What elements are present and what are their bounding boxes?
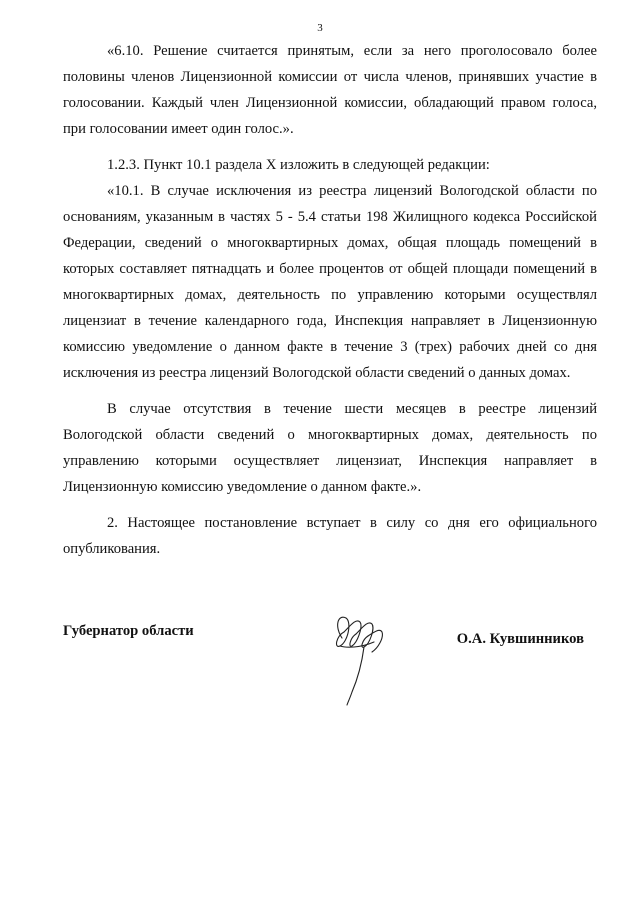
paragraph-effective: 2. Настоящее постановление вступает в силу со дня его официального опубликования.	[63, 515, 597, 557]
handwritten-signature	[330, 612, 390, 707]
paragraph-6-10: «6.10. Решение считается принятым, если за него проголосовало более половины членов Лицензионной комиссии от числа членов, принявших участие в голосовании. Каждый член Лицензионной комиссии, обладающий правом голоса, при голосовании имеет один голос.».	[63, 43, 597, 137]
paragraph-10-1: «10.1. В случае исключения из реестра лицензий Вологодской области по основаниям, указанным в частях 5 - 5.4 статьи 198 Жилищного кодекса Российской Федерации, сведений о многоквартирных домах, общая площадь помещений в которых составляет пятнадцать и более процентов от общей площади помещений в многоквартирных домах, деятельность по управлению которыми осуществлял лицензиат в течение календарного года, Инспекция направляет в Лицензионную комиссию уведомление о данном факте в течение 3 (трех) рабочих дней со дня исключения из реестра лицензий Вологодской области сведений о данных домах.	[63, 183, 597, 381]
paragraph-absence: В случае отсутствия в течение шести месяцев в реестре лицензий Вологодской области сведений о многоквартирных домах, деятельность по управлению которыми осуществляет лицензиат, Инспекция направляет в Лицензионную комиссию уведомление о данном факте.».	[63, 401, 597, 495]
document-body	[63, 38, 597, 562]
signature-block	[63, 612, 597, 712]
signer-name: О.А. Кувшинников	[456, 631, 584, 647]
signer-title: Губернатор области	[63, 623, 194, 639]
page-number: 3	[317, 22, 323, 34]
paragraph-1-2-3: 1.2.3. Пункт 10.1 раздела X изложить в следующей редакции:	[107, 157, 490, 173]
